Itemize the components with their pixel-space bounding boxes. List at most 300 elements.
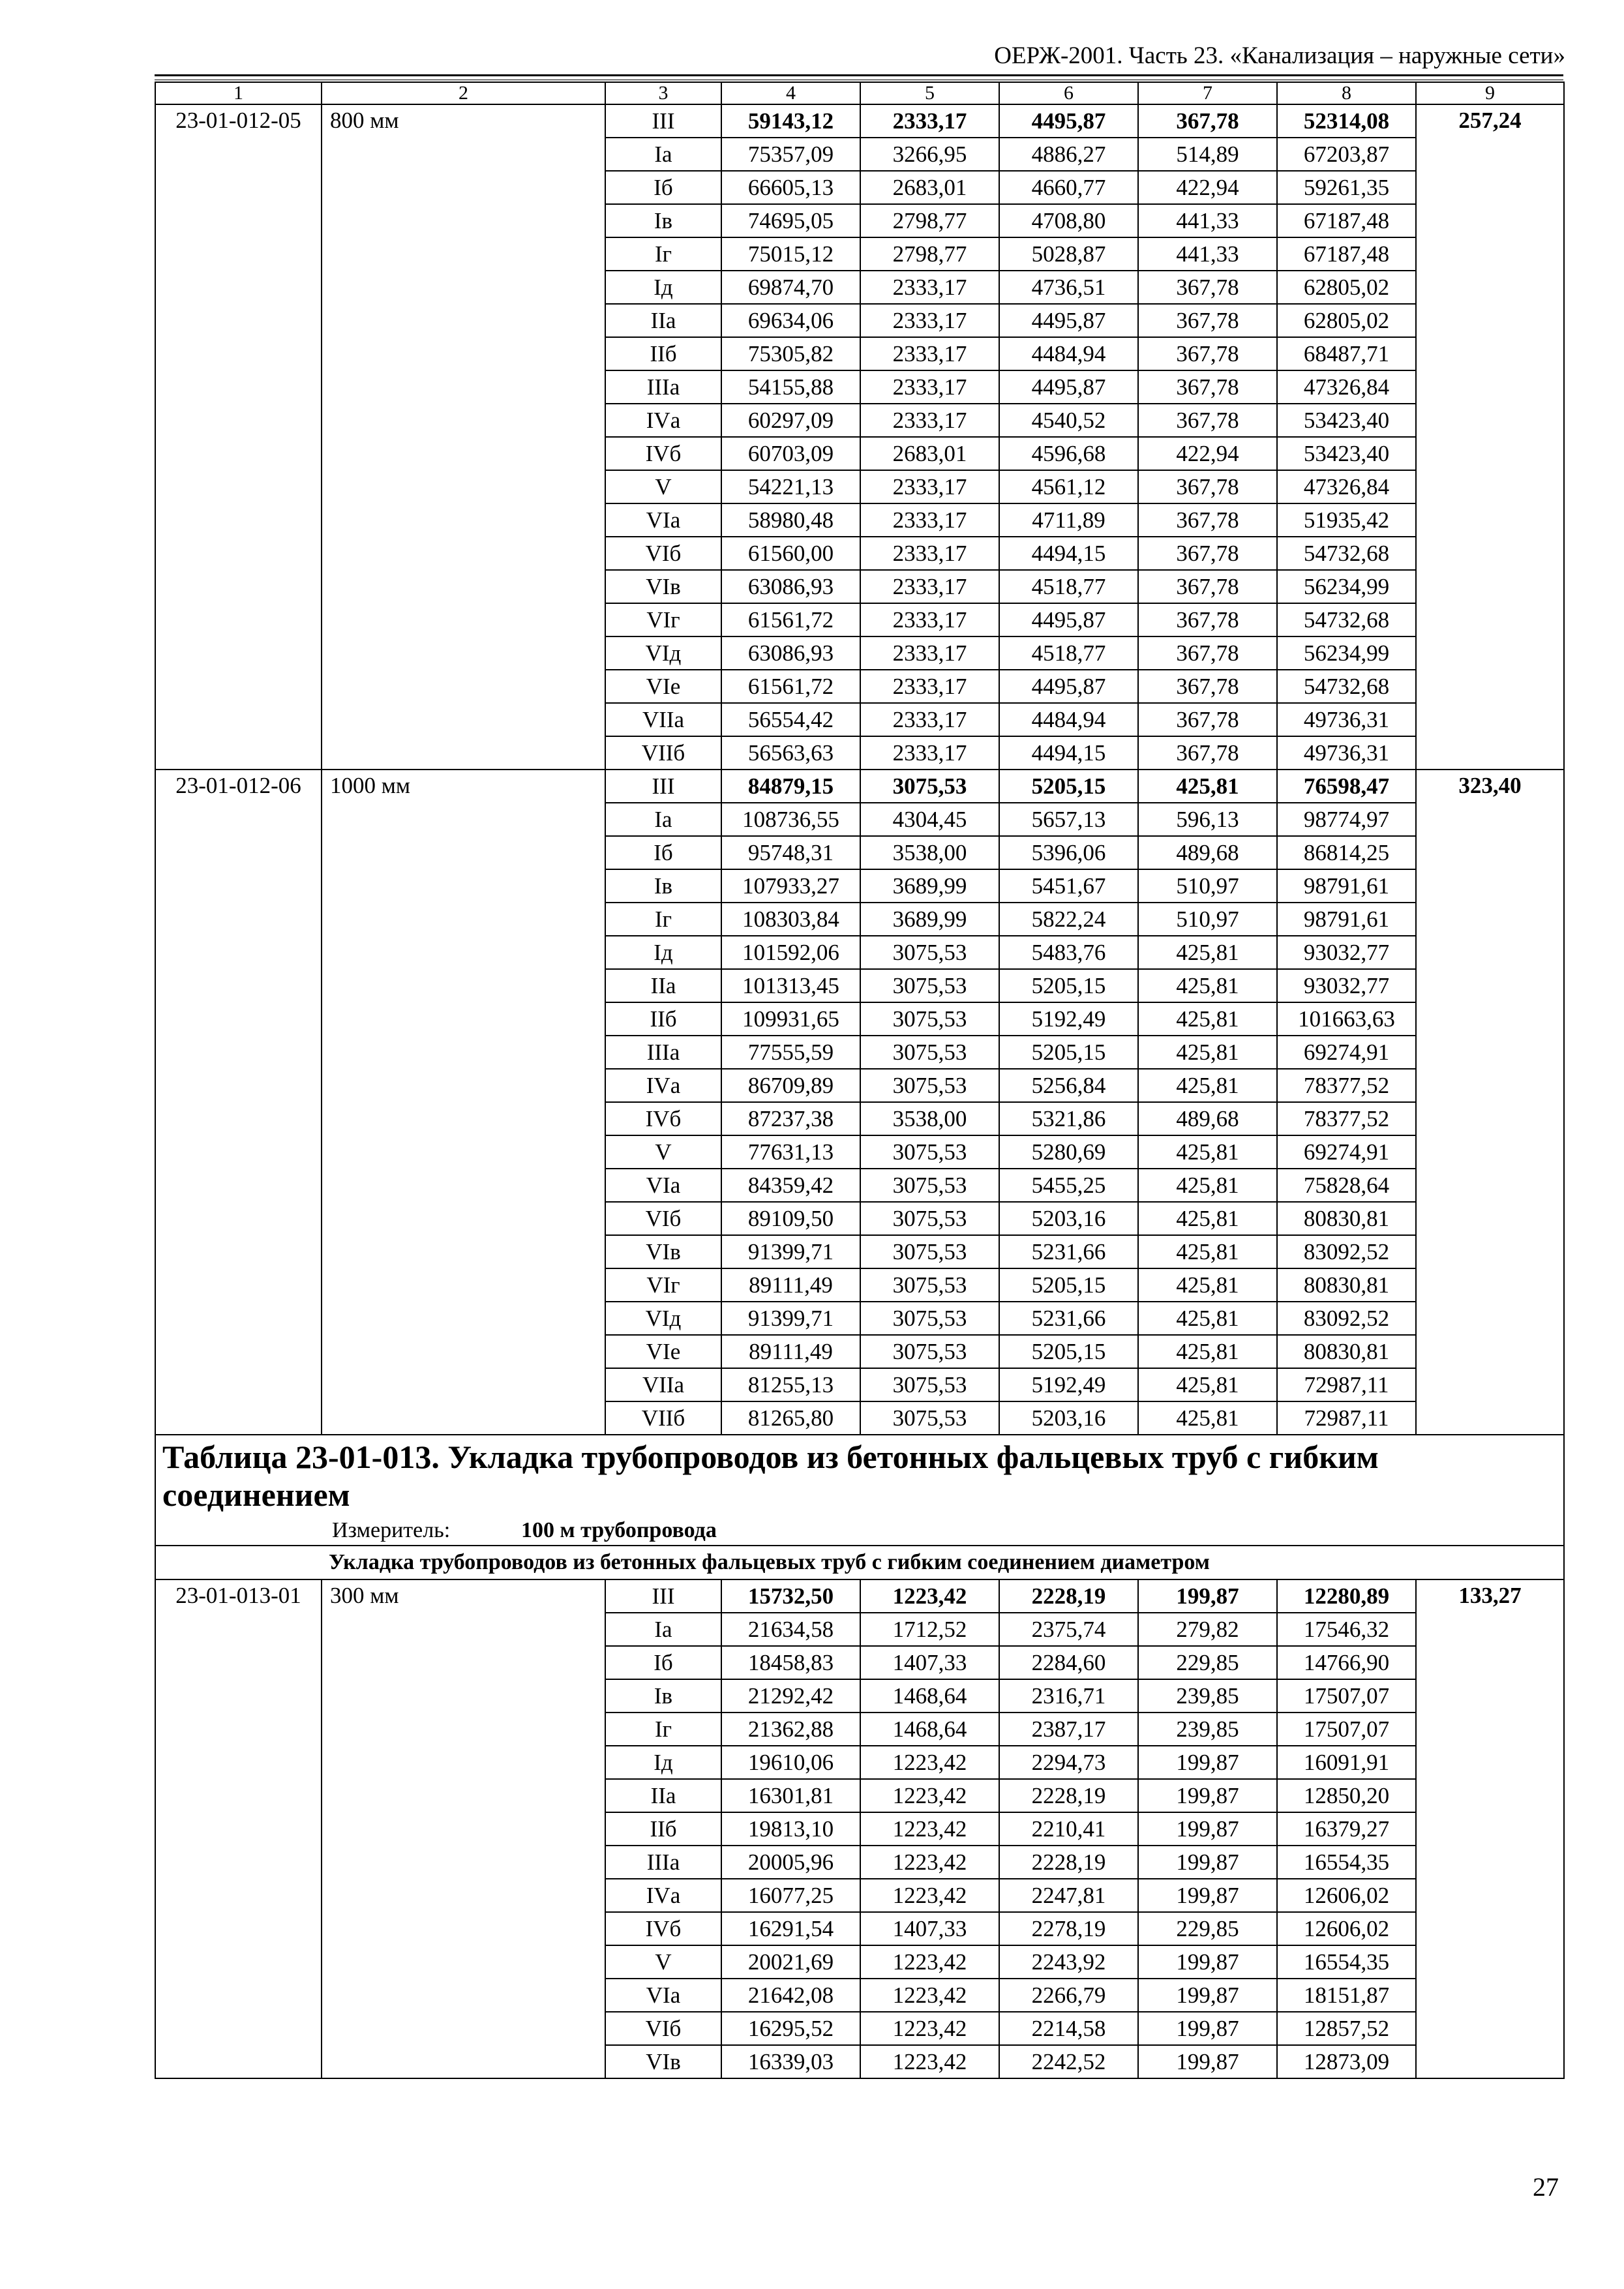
zone-cell: Iб	[605, 1646, 721, 1679]
table-title-row	[155, 1435, 1564, 1546]
value-cell: 5321,86	[999, 1102, 1138, 1135]
value-cell: 5205,15	[999, 770, 1138, 803]
value-cell: 2333,17	[860, 470, 999, 503]
value-cell: 1223,42	[860, 1779, 999, 1812]
zone-cell: IIб	[605, 1002, 721, 1036]
value-cell: 367,78	[1138, 503, 1277, 537]
value-cell: 1407,33	[860, 1912, 999, 1945]
value-cell: 2333,17	[860, 404, 999, 437]
value-cell: 2333,17	[860, 636, 999, 670]
zone-cell: Ia	[605, 1613, 721, 1646]
zone-cell: VIIа	[605, 1368, 721, 1401]
value-cell: 239,85	[1138, 1713, 1277, 1746]
value-cell: 12857,52	[1277, 2012, 1416, 2045]
value-cell: 2333,17	[860, 537, 999, 570]
value-cell: 367,78	[1138, 104, 1277, 138]
column-number: 9	[1416, 82, 1564, 104]
zone-cell: Iв	[605, 204, 721, 237]
value-cell: 81255,13	[721, 1368, 860, 1401]
value-cell: 4495,87	[999, 370, 1138, 404]
value-cell: 425,81	[1138, 1036, 1277, 1069]
value-cell: 199,87	[1138, 1779, 1277, 1812]
value-cell: 60297,09	[721, 404, 860, 437]
value-cell: 2333,17	[860, 570, 999, 603]
value-cell: 95748,31	[721, 836, 860, 869]
value-cell: 16554,35	[1277, 1945, 1416, 1979]
value-cell: 367,78	[1138, 537, 1277, 570]
table-title: Таблица 23-01-013. Укладка трубопроводов из бетонных фальцевых труб с гибким соединением	[162, 1439, 1379, 1513]
value-cell: 5192,49	[999, 1368, 1138, 1401]
value-cell: 425,81	[1138, 1335, 1277, 1368]
value-cell: 18458,83	[721, 1646, 860, 1679]
value-cell: 108736,55	[721, 803, 860, 836]
value-cell: 18151,87	[1277, 1979, 1416, 2012]
value-cell: 16554,35	[1277, 1846, 1416, 1879]
labor-cost: 133,27	[1416, 1579, 1564, 2078]
value-cell: 425,81	[1138, 1002, 1277, 1036]
value-cell: 78377,52	[1277, 1102, 1416, 1135]
value-cell: 1223,42	[860, 1812, 999, 1846]
value-cell: 49736,31	[1277, 703, 1416, 736]
value-cell: 1223,42	[860, 1879, 999, 1912]
header-rule-thick	[155, 74, 1563, 76]
value-cell: 3538,00	[860, 1102, 999, 1135]
value-cell: 3075,53	[860, 1335, 999, 1368]
value-cell: 51935,42	[1277, 503, 1416, 537]
value-cell: 67187,48	[1277, 204, 1416, 237]
column-number: 2	[322, 82, 605, 104]
value-cell: 91399,71	[721, 1235, 860, 1268]
value-cell: 21642,08	[721, 1979, 860, 2012]
value-cell: 2228,19	[999, 1779, 1138, 1812]
value-cell: 510,97	[1138, 903, 1277, 936]
value-cell: 4495,87	[999, 603, 1138, 636]
value-cell: 3689,99	[860, 869, 999, 903]
value-cell: 80830,81	[1277, 1335, 1416, 1368]
value-cell: 4495,87	[999, 670, 1138, 703]
zone-cell: IIIа	[605, 1036, 721, 1069]
value-cell: 229,85	[1138, 1646, 1277, 1679]
zone-cell: VIIб	[605, 1401, 721, 1435]
zone-cell: VIв	[605, 2045, 721, 2078]
value-cell: 75015,12	[721, 237, 860, 271]
value-cell: 422,94	[1138, 171, 1277, 204]
value-cell: 12606,02	[1277, 1912, 1416, 1945]
value-cell: 1223,42	[860, 1746, 999, 1779]
value-cell: 425,81	[1138, 1302, 1277, 1335]
zone-cell: Iд	[605, 936, 721, 969]
value-cell: 69274,91	[1277, 1036, 1416, 1069]
table-row	[155, 104, 1564, 138]
value-cell: 2333,17	[860, 703, 999, 736]
value-cell: 489,68	[1138, 836, 1277, 869]
value-cell: 58980,48	[721, 503, 860, 537]
value-cell: 4518,77	[999, 636, 1138, 670]
zone-cell: Iд	[605, 271, 721, 304]
value-cell: 2247,81	[999, 1879, 1138, 1912]
zone-cell: VIв	[605, 570, 721, 603]
value-cell: 3075,53	[860, 1002, 999, 1036]
value-cell: 67187,48	[1277, 237, 1416, 271]
value-cell: 86709,89	[721, 1069, 860, 1102]
value-cell: 1468,64	[860, 1713, 999, 1746]
value-cell: 229,85	[1138, 1912, 1277, 1945]
value-cell: 5657,13	[999, 803, 1138, 836]
labor-cost: 257,24	[1416, 104, 1564, 770]
value-cell: 84359,42	[721, 1169, 860, 1202]
value-cell: 2294,73	[999, 1746, 1138, 1779]
value-cell: 93032,77	[1277, 936, 1416, 969]
zone-cell: VIа	[605, 1169, 721, 1202]
zone-cell: IVб	[605, 437, 721, 470]
value-cell: 61561,72	[721, 670, 860, 703]
value-cell: 47326,84	[1277, 370, 1416, 404]
value-cell: 2228,19	[999, 1846, 1138, 1879]
value-cell: 199,87	[1138, 1846, 1277, 1879]
zone-cell: VIб	[605, 537, 721, 570]
value-cell: 77555,59	[721, 1036, 860, 1069]
value-cell: 3075,53	[860, 1036, 999, 1069]
zone-cell: Iб	[605, 836, 721, 869]
value-cell: 3075,53	[860, 1268, 999, 1302]
zone-cell: VIг	[605, 603, 721, 636]
value-cell: 367,78	[1138, 703, 1277, 736]
zone-cell: V	[605, 1135, 721, 1169]
value-cell: 279,82	[1138, 1613, 1277, 1646]
zone-cell: VIа	[605, 1979, 721, 2012]
value-cell: 425,81	[1138, 1135, 1277, 1169]
column-number: 4	[721, 82, 860, 104]
value-cell: 68487,71	[1277, 337, 1416, 370]
value-cell: 2333,17	[860, 304, 999, 337]
zone-cell: III	[605, 1579, 721, 1613]
value-cell: 425,81	[1138, 1202, 1277, 1235]
value-cell: 12850,20	[1277, 1779, 1416, 1812]
value-cell: 108303,84	[721, 903, 860, 936]
value-cell: 56234,99	[1277, 636, 1416, 670]
value-cell: 91399,71	[721, 1302, 860, 1335]
value-cell: 367,78	[1138, 470, 1277, 503]
column-number: 3	[605, 82, 721, 104]
value-cell: 74695,05	[721, 204, 860, 237]
value-cell: 69634,06	[721, 304, 860, 337]
zone-cell: IIа	[605, 1779, 721, 1812]
value-cell: 367,78	[1138, 636, 1277, 670]
value-cell: 56563,63	[721, 736, 860, 770]
zone-cell: Iв	[605, 1679, 721, 1713]
value-cell: 62805,02	[1277, 304, 1416, 337]
value-cell: 4495,87	[999, 104, 1138, 138]
value-cell: 3075,53	[860, 1169, 999, 1202]
zone-cell: V	[605, 1945, 721, 1979]
value-cell: 49736,31	[1277, 736, 1416, 770]
subheading-row	[155, 1546, 1564, 1579]
value-cell: 83092,52	[1277, 1235, 1416, 1268]
value-cell: 2333,17	[860, 337, 999, 370]
zone-cell: III	[605, 104, 721, 138]
value-cell: 59261,35	[1277, 171, 1416, 204]
value-cell: 75305,82	[721, 337, 860, 370]
item-code: 23-01-012-05	[155, 104, 322, 770]
zone-cell: IIа	[605, 969, 721, 1002]
measure-label: Измеритель:	[332, 1518, 451, 1542]
column-number: 7	[1138, 82, 1277, 104]
value-cell: 17507,07	[1277, 1679, 1416, 1713]
value-cell: 63086,93	[721, 570, 860, 603]
value-cell: 239,85	[1138, 1679, 1277, 1713]
value-cell: 2243,92	[999, 1945, 1138, 1979]
zone-cell: III	[605, 770, 721, 803]
zone-cell: VIа	[605, 503, 721, 537]
value-cell: 1407,33	[860, 1646, 999, 1679]
value-cell: 4484,94	[999, 337, 1138, 370]
measure-line	[162, 1516, 1557, 1545]
value-cell: 52314,08	[1277, 104, 1416, 138]
zone-cell: VIIа	[605, 703, 721, 736]
value-cell: 109931,65	[721, 1002, 860, 1036]
value-cell: 60703,09	[721, 437, 860, 470]
zone-cell: VIе	[605, 1335, 721, 1368]
value-cell: 510,97	[1138, 869, 1277, 903]
subheading: Укладка трубопроводов из бетонных фальцевых труб с гибким соединением диаметром	[155, 1546, 1564, 1579]
value-cell: 72987,11	[1277, 1401, 1416, 1435]
value-cell: 16091,91	[1277, 1746, 1416, 1779]
value-cell: 14766,90	[1277, 1646, 1416, 1679]
value-cell: 4494,15	[999, 537, 1138, 570]
value-cell: 2214,58	[999, 2012, 1138, 2045]
value-cell: 2333,17	[860, 370, 999, 404]
column-number: 8	[1277, 82, 1416, 104]
zone-cell: IIIа	[605, 1846, 721, 1879]
value-cell: 56234,99	[1277, 570, 1416, 603]
item-code: 23-01-012-06	[155, 770, 322, 1435]
value-cell: 77631,13	[721, 1135, 860, 1169]
value-cell: 16339,03	[721, 2045, 860, 2078]
value-cell: 2316,71	[999, 1679, 1138, 1713]
value-cell: 4660,77	[999, 171, 1138, 204]
value-cell: 4304,45	[860, 803, 999, 836]
value-cell: 101313,45	[721, 969, 860, 1002]
value-cell: 1223,42	[860, 2045, 999, 2078]
value-cell: 4561,12	[999, 470, 1138, 503]
value-cell: 61561,72	[721, 603, 860, 636]
value-cell: 199,87	[1138, 1812, 1277, 1846]
value-cell: 53423,40	[1277, 404, 1416, 437]
item-name: 1000 мм	[322, 770, 605, 1435]
column-number: 6	[999, 82, 1138, 104]
value-cell: 98774,97	[1277, 803, 1416, 836]
value-cell: 80830,81	[1277, 1268, 1416, 1302]
value-cell: 89109,50	[721, 1202, 860, 1235]
value-cell: 596,13	[1138, 803, 1277, 836]
zone-cell: IVа	[605, 1069, 721, 1102]
value-cell: 87237,38	[721, 1102, 860, 1135]
value-cell: 89111,49	[721, 1268, 860, 1302]
value-cell: 422,94	[1138, 437, 1277, 470]
value-cell: 72987,11	[1277, 1368, 1416, 1401]
value-cell: 367,78	[1138, 304, 1277, 337]
value-cell: 2333,17	[860, 271, 999, 304]
value-cell: 4596,68	[999, 437, 1138, 470]
value-cell: 2333,17	[860, 104, 999, 138]
value-cell: 514,89	[1138, 138, 1277, 171]
value-cell: 69274,91	[1277, 1135, 1416, 1169]
table-row	[155, 770, 1564, 803]
zone-cell: Iб	[605, 171, 721, 204]
value-cell: 12606,02	[1277, 1879, 1416, 1912]
page-number: 27	[1533, 2172, 1559, 2202]
zone-cell: VIд	[605, 1302, 721, 1335]
value-cell: 489,68	[1138, 1102, 1277, 1135]
value-cell: 3075,53	[860, 1302, 999, 1335]
value-cell: 3075,53	[860, 1368, 999, 1401]
zone-cell: IIб	[605, 337, 721, 370]
value-cell: 5231,66	[999, 1302, 1138, 1335]
value-cell: 54221,13	[721, 470, 860, 503]
value-cell: 5455,25	[999, 1169, 1138, 1202]
zone-cell: VIIб	[605, 736, 721, 770]
value-cell: 101592,06	[721, 936, 860, 969]
value-cell: 3075,53	[860, 969, 999, 1002]
zone-cell: VIд	[605, 636, 721, 670]
value-cell: 425,81	[1138, 936, 1277, 969]
value-cell: 425,81	[1138, 1401, 1277, 1435]
zone-cell: Iд	[605, 1746, 721, 1779]
value-cell: 4736,51	[999, 271, 1138, 304]
value-cell: 63086,93	[721, 636, 860, 670]
value-cell: 5205,15	[999, 1268, 1138, 1302]
value-cell: 20021,69	[721, 1945, 860, 1979]
value-cell: 1468,64	[860, 1679, 999, 1713]
value-cell: 54732,68	[1277, 670, 1416, 703]
value-cell: 1223,42	[860, 1979, 999, 2012]
value-cell: 2387,17	[999, 1713, 1138, 1746]
value-cell: 81265,80	[721, 1401, 860, 1435]
value-cell: 20005,96	[721, 1846, 860, 1879]
value-cell: 2375,74	[999, 1613, 1138, 1646]
value-cell: 199,87	[1138, 2045, 1277, 2078]
value-cell: 78377,52	[1277, 1069, 1416, 1102]
value-cell: 4518,77	[999, 570, 1138, 603]
value-cell: 3689,99	[860, 903, 999, 936]
value-cell: 5028,87	[999, 237, 1138, 271]
value-cell: 16379,27	[1277, 1812, 1416, 1846]
value-cell: 17546,32	[1277, 1613, 1416, 1646]
value-cell: 425,81	[1138, 1268, 1277, 1302]
value-cell: 5231,66	[999, 1235, 1138, 1268]
value-cell: 2210,41	[999, 1812, 1138, 1846]
value-cell: 59143,12	[721, 104, 860, 138]
value-cell: 98791,61	[1277, 903, 1416, 936]
value-cell: 5483,76	[999, 936, 1138, 969]
value-cell: 4484,94	[999, 703, 1138, 736]
value-cell: 425,81	[1138, 1235, 1277, 1268]
value-cell: 2333,17	[860, 603, 999, 636]
value-cell: 1223,42	[860, 1945, 999, 1979]
value-cell: 3075,53	[860, 1235, 999, 1268]
item-code: 23-01-013-01	[155, 1579, 322, 2078]
value-cell: 54732,68	[1277, 603, 1416, 636]
zone-cell: Ia	[605, 138, 721, 171]
value-cell: 425,81	[1138, 770, 1277, 803]
value-cell: 54155,88	[721, 370, 860, 404]
value-cell: 53423,40	[1277, 437, 1416, 470]
value-cell: 84879,15	[721, 770, 860, 803]
value-cell: 89111,49	[721, 1335, 860, 1368]
value-cell: 5205,15	[999, 1036, 1138, 1069]
value-cell: 69874,70	[721, 271, 860, 304]
zone-cell: VIб	[605, 2012, 721, 2045]
zone-cell: Iг	[605, 1713, 721, 1746]
item-name: 300 мм	[322, 1579, 605, 2078]
zone-cell: VIв	[605, 1235, 721, 1268]
zone-cell: Iг	[605, 903, 721, 936]
value-cell: 2333,17	[860, 736, 999, 770]
value-cell: 2333,17	[860, 670, 999, 703]
value-cell: 15732,50	[721, 1579, 860, 1613]
value-cell: 4494,15	[999, 736, 1138, 770]
value-cell: 367,78	[1138, 370, 1277, 404]
column-number: 5	[860, 82, 999, 104]
value-cell: 47326,84	[1277, 470, 1416, 503]
value-cell: 425,81	[1138, 1169, 1277, 1202]
value-cell: 3075,53	[860, 936, 999, 969]
value-cell: 98791,61	[1277, 869, 1416, 903]
value-cell: 101663,63	[1277, 1002, 1416, 1036]
value-cell: 67203,87	[1277, 138, 1416, 171]
value-cell: 21292,42	[721, 1679, 860, 1713]
value-cell: 4540,52	[999, 404, 1138, 437]
value-cell: 66605,13	[721, 171, 860, 204]
value-cell: 1712,52	[860, 1613, 999, 1646]
value-cell: 367,78	[1138, 404, 1277, 437]
zone-cell: IVб	[605, 1102, 721, 1135]
value-cell: 80830,81	[1277, 1202, 1416, 1235]
value-cell: 367,78	[1138, 670, 1277, 703]
value-cell: 1223,42	[860, 2012, 999, 2045]
value-cell: 12280,89	[1277, 1579, 1416, 1613]
value-cell: 5451,67	[999, 869, 1138, 903]
value-cell: 441,33	[1138, 237, 1277, 271]
value-cell: 5822,24	[999, 903, 1138, 936]
value-cell: 3075,53	[860, 1069, 999, 1102]
value-cell: 1223,42	[860, 1579, 999, 1613]
value-cell: 75828,64	[1277, 1169, 1416, 1202]
value-cell: 199,87	[1138, 1746, 1277, 1779]
value-cell: 3538,00	[860, 836, 999, 869]
zone-cell: IIб	[605, 1812, 721, 1846]
value-cell: 367,78	[1138, 570, 1277, 603]
value-cell: 425,81	[1138, 1368, 1277, 1401]
value-cell: 5280,69	[999, 1135, 1138, 1169]
value-cell: 61560,00	[721, 537, 860, 570]
value-cell: 5205,15	[999, 1335, 1138, 1368]
zone-cell: Ia	[605, 803, 721, 836]
value-cell: 199,87	[1138, 1945, 1277, 1979]
value-cell: 4708,80	[999, 204, 1138, 237]
running-header: ОЕРЖ-2001. Часть 23. «Канализация – наружные сети»	[994, 42, 1565, 69]
value-cell: 367,78	[1138, 736, 1277, 770]
value-cell: 2683,01	[860, 437, 999, 470]
value-cell: 1223,42	[860, 1846, 999, 1879]
column-number-row	[155, 82, 1564, 104]
value-cell: 17507,07	[1277, 1713, 1416, 1746]
table-row	[155, 1579, 1564, 1613]
value-cell: 367,78	[1138, 603, 1277, 636]
value-cell: 16077,25	[721, 1879, 860, 1912]
value-cell: 199,87	[1138, 1879, 1277, 1912]
price-table-body	[155, 82, 1564, 2078]
